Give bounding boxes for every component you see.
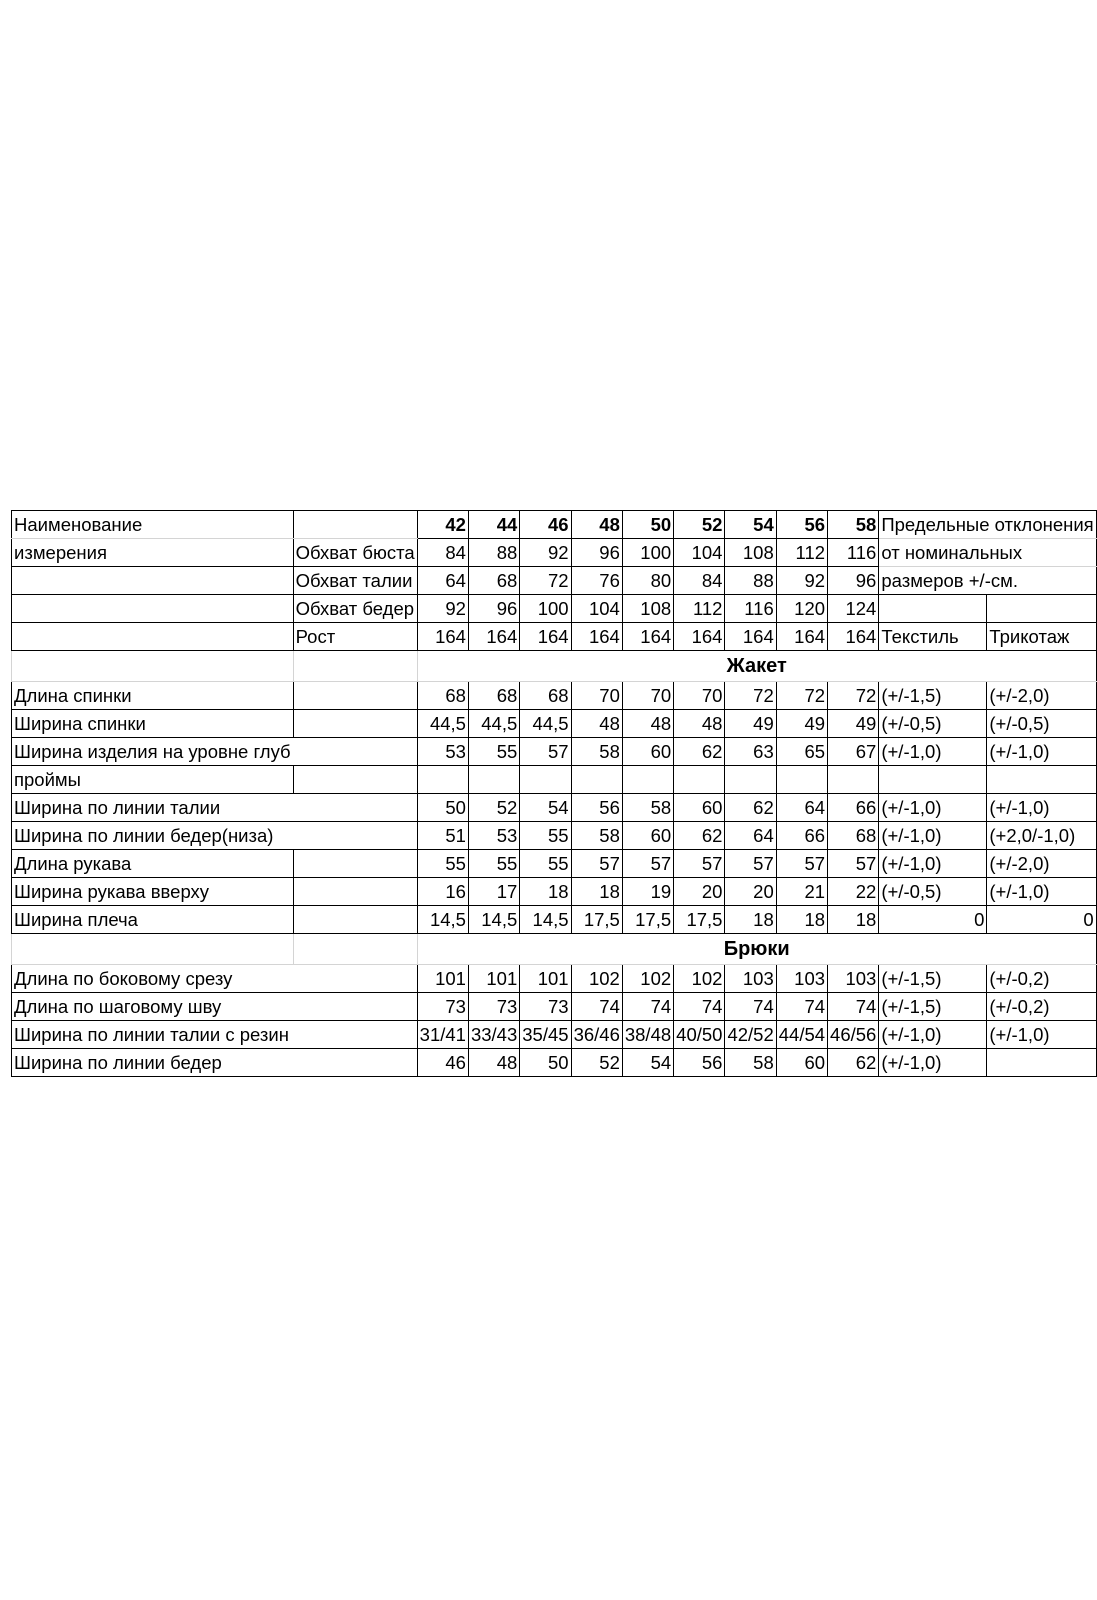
trousers-value: 103 [725,965,776,993]
measurement-label: Обхват талии [293,567,417,595]
trousers-value: 48 [468,1049,519,1077]
measurement-value: 96 [468,595,519,623]
size-header-48: 48 [571,511,622,539]
trousers-row [12,1021,1097,1049]
jacket-value: 21 [776,878,827,906]
trousers-value: 103 [776,965,827,993]
trousers-value: 52 [571,1049,622,1077]
trousers-value: 103 [828,965,879,993]
header-name-label-2: измерения [12,539,294,567]
trousers-value: 73 [520,993,571,1021]
measurement-value: 96 [571,539,622,567]
jacket-value: 70 [622,682,673,710]
jacket-value: 60 [622,738,673,766]
jacket-label: Ширина рукава вверху [12,878,294,906]
measurement-value: 108 [725,539,776,567]
jacket-value: 62 [725,794,776,822]
measurement-value: 104 [571,595,622,623]
measurement-value: 112 [776,539,827,567]
size-chart-table [11,510,1097,1077]
empty-cell [293,965,417,993]
jacket-label: Длина спинки [12,682,294,710]
trousers-row [12,993,1097,1021]
trousers-value: 102 [622,965,673,993]
trousers-label: Длина по боковому срезу [12,965,294,993]
measurement-value: 92 [776,567,827,595]
jacket-textile: (+/-1,0) [879,738,987,766]
trousers-value: 62 [828,1049,879,1077]
jacket-value: 64 [725,822,776,850]
empty-cell [12,567,294,595]
empty-cell [293,878,417,906]
jacket-value: 18 [571,878,622,906]
jacket-value: 67 [828,738,879,766]
jacket-value [725,766,776,794]
jacket-value: 60 [622,822,673,850]
jacket-textile: (+/-1,0) [879,794,987,822]
size-header-52: 52 [674,511,725,539]
measurement-value: 104 [674,539,725,567]
empty-cell [293,710,417,738]
empty-cell [293,794,417,822]
jacket-value: 66 [828,794,879,822]
trousers-value: 101 [468,965,519,993]
jacket-value: 63 [725,738,776,766]
jacket-value: 44,5 [520,710,571,738]
jacket-value: 50 [417,794,468,822]
jacket-value: 62 [674,738,725,766]
jacket-value: 17,5 [571,906,622,934]
empty-cell [293,766,417,794]
jacket-row [12,878,1097,906]
empty-cell [293,934,417,965]
trousers-knit: (+/-1,0) [987,1021,1096,1049]
header-row [12,511,1097,539]
jacket-value: 62 [674,822,725,850]
trousers-value: 74 [725,993,776,1021]
measurement-value: 164 [520,623,571,651]
jacket-value: 58 [622,794,673,822]
empty-cell [987,595,1096,623]
jacket-textile: 0 [879,906,987,934]
jacket-value: 57 [622,850,673,878]
measurement-value: 108 [622,595,673,623]
jacket-value: 68 [828,822,879,850]
size-chart-body [12,511,1097,1077]
measurement-label: Обхват бюста [293,539,417,567]
jacket-value: 18 [725,906,776,934]
jacket-value: 51 [417,822,468,850]
measurement-label: Обхват бедер [293,595,417,623]
trousers-label: Ширина по линии талии с резин [12,1021,294,1049]
jacket-value: 60 [674,794,725,822]
jacket-value: 55 [520,850,571,878]
jacket-value: 20 [725,878,776,906]
jacket-value [468,766,519,794]
empty-cell [293,738,417,766]
trousers-value: 56 [674,1049,725,1077]
jacket-value: 68 [520,682,571,710]
tolerance-textile-header: Текстиль [879,623,987,651]
trousers-value: 74 [776,993,827,1021]
jacket-value: 57 [674,850,725,878]
jacket-label: Ширина спинки [12,710,294,738]
jacket-value: 22 [828,878,879,906]
measurement-value: 120 [776,595,827,623]
jacket-value: 70 [674,682,725,710]
jacket-value: 72 [725,682,776,710]
trousers-knit: (+/-0,2) [987,993,1096,1021]
jacket-value: 64 [776,794,827,822]
trousers-textile: (+/-1,5) [879,965,987,993]
measurement-value: 64 [417,567,468,595]
jacket-label: Ширина по линии талии [12,794,294,822]
jacket-value: 48 [674,710,725,738]
trousers-label: Ширина по линии бедер [12,1049,294,1077]
jacket-value: 72 [828,682,879,710]
jacket-row [12,682,1097,710]
empty-cell [12,623,294,651]
trousers-knit: (+/-0,2) [987,965,1096,993]
jacket-value [571,766,622,794]
jacket-value: 49 [725,710,776,738]
jacket-value: 57 [520,738,571,766]
jacket-value: 68 [468,682,519,710]
measurement-value: 84 [674,567,725,595]
jacket-row [12,766,1097,794]
jacket-row [12,738,1097,766]
jacket-value: 18 [520,878,571,906]
empty-cell [293,1021,417,1049]
measurement-row [12,595,1097,623]
jacket-value: 16 [417,878,468,906]
size-header-46: 46 [520,511,571,539]
jacket-value: 20 [674,878,725,906]
jacket-value: 65 [776,738,827,766]
empty-cell [293,850,417,878]
trousers-section-title: Брюки [417,934,1096,965]
measurement-value: 164 [725,623,776,651]
jacket-textile: (+/-0,5) [879,878,987,906]
jacket-label: Ширина изделия на уровне глуб [12,738,294,766]
header-empty-cell [293,511,417,539]
measurement-value: 116 [828,539,879,567]
measurement-value: 80 [622,567,673,595]
measurement-value: 88 [725,567,776,595]
empty-cell [293,822,417,850]
jacket-value: 58 [571,738,622,766]
jacket-value: 49 [776,710,827,738]
empty-cell [12,595,294,623]
jacket-value: 57 [571,850,622,878]
jacket-textile: (+/-1,5) [879,682,987,710]
jacket-value: 70 [571,682,622,710]
jacket-value: 18 [776,906,827,934]
trousers-value: 33/43 [468,1021,519,1049]
jacket-knit: (+/-1,0) [987,878,1096,906]
jacket-value: 54 [520,794,571,822]
jacket-value: 57 [828,850,879,878]
measurement-row [12,567,1097,595]
jacket-value [828,766,879,794]
measurement-value: 164 [417,623,468,651]
jacket-textile: (+/-1,0) [879,822,987,850]
empty-cell [293,993,417,1021]
jacket-value: 57 [725,850,776,878]
jacket-value: 19 [622,878,673,906]
empty-cell [293,1049,417,1077]
empty-cell [879,595,987,623]
trousers-value: 74 [828,993,879,1021]
trousers-row [12,1049,1097,1077]
trousers-value: 35/45 [520,1021,571,1049]
section-title-row [12,934,1097,965]
measurement-value: 164 [776,623,827,651]
measurement-value: 96 [828,567,879,595]
jacket-value: 56 [571,794,622,822]
jacket-row [12,710,1097,738]
jacket-knit: (+/-1,0) [987,738,1096,766]
size-header-56: 56 [776,511,827,539]
measurement-value: 164 [674,623,725,651]
jacket-value: 55 [417,850,468,878]
jacket-value: 44,5 [417,710,468,738]
measurement-value: 76 [571,567,622,595]
trousers-textile: (+/-1,0) [879,1049,987,1077]
jacket-value: 55 [520,822,571,850]
empty-cell [12,651,294,682]
trousers-textile: (+/-1,0) [879,1021,987,1049]
trousers-label: Длина по шаговому шву [12,993,294,1021]
jacket-value: 66 [776,822,827,850]
jacket-label: Длина рукава [12,850,294,878]
empty-cell [12,934,294,965]
size-header-50: 50 [622,511,673,539]
empty-cell [293,906,417,934]
jacket-value: 17,5 [674,906,725,934]
jacket-value [622,766,673,794]
trousers-value: 54 [622,1049,673,1077]
jacket-value: 53 [468,822,519,850]
jacket-value: 44,5 [468,710,519,738]
tolerance-header-3: размеров +/-см. [879,567,1096,595]
measurement-value: 100 [622,539,673,567]
tolerance-header: Предельные отклонения [879,511,1096,539]
jacket-value [674,766,725,794]
jacket-value [417,766,468,794]
jacket-knit: 0 [987,906,1096,934]
jacket-knit [987,766,1096,794]
trousers-value: 50 [520,1049,571,1077]
jacket-row [12,822,1097,850]
measurement-value: 92 [417,595,468,623]
trousers-value: 74 [571,993,622,1021]
jacket-label: проймы [12,766,294,794]
jacket-value: 48 [622,710,673,738]
jacket-value: 57 [776,850,827,878]
jacket-value: 14,5 [468,906,519,934]
measurement-value: 116 [725,595,776,623]
measurement-value: 164 [828,623,879,651]
jacket-row [12,850,1097,878]
empty-cell [293,651,417,682]
measurement-value: 100 [520,595,571,623]
jacket-value: 18 [828,906,879,934]
jacket-label: Ширина по линии бедер(низа) [12,822,294,850]
jacket-knit: (+/-0,5) [987,710,1096,738]
trousers-value: 60 [776,1049,827,1077]
trousers-value: 38/48 [622,1021,673,1049]
measurement-value: 72 [520,567,571,595]
trousers-value: 102 [674,965,725,993]
trousers-row [12,965,1097,993]
jacket-value: 48 [571,710,622,738]
trousers-value: 42/52 [725,1021,776,1049]
tolerance-header-2: от номинальных [879,539,1096,567]
measurement-label: Рост [293,623,417,651]
jacket-knit: (+/-2,0) [987,850,1096,878]
jacket-value: 68 [417,682,468,710]
header-name-label: Наименование [12,511,294,539]
jacket-value: 55 [468,738,519,766]
jacket-value [520,766,571,794]
measurement-value: 88 [468,539,519,567]
measurement-value: 164 [571,623,622,651]
size-header-44: 44 [468,511,519,539]
empty-cell [293,682,417,710]
trousers-knit [987,1049,1096,1077]
trousers-value: 73 [417,993,468,1021]
jacket-value: 49 [828,710,879,738]
size-header-42: 42 [417,511,468,539]
trousers-value: 74 [674,993,725,1021]
jacket-value: 52 [468,794,519,822]
jacket-value: 58 [571,822,622,850]
trousers-value: 73 [468,993,519,1021]
jacket-section-title: Жакет [417,651,1096,682]
jacket-value: 53 [417,738,468,766]
jacket-textile: (+/-1,0) [879,850,987,878]
jacket-textile [879,766,987,794]
jacket-knit: (+/-1,0) [987,794,1096,822]
jacket-value: 14,5 [417,906,468,934]
section-title-row [12,651,1097,682]
jacket-value: 55 [468,850,519,878]
jacket-textile: (+/-0,5) [879,710,987,738]
trousers-value: 74 [622,993,673,1021]
trousers-value: 46 [417,1049,468,1077]
jacket-knit: (+2,0/-1,0) [987,822,1096,850]
trousers-value: 101 [520,965,571,993]
measurement-value: 164 [468,623,519,651]
trousers-value: 101 [417,965,468,993]
jacket-value: 17,5 [622,906,673,934]
measurement-value: 124 [828,595,879,623]
trousers-value: 40/50 [674,1021,725,1049]
jacket-row [12,794,1097,822]
measurement-value: 92 [520,539,571,567]
measurement-value: 84 [417,539,468,567]
jacket-label: Ширина плеча [12,906,294,934]
trousers-value: 31/41 [417,1021,468,1049]
measurement-row [12,623,1097,651]
jacket-value: 17 [468,878,519,906]
trousers-value: 102 [571,965,622,993]
trousers-value: 58 [725,1049,776,1077]
jacket-value: 14,5 [520,906,571,934]
trousers-textile: (+/-1,5) [879,993,987,1021]
trousers-value: 44/54 [776,1021,827,1049]
jacket-knit: (+/-2,0) [987,682,1096,710]
measurement-value: 164 [622,623,673,651]
jacket-value: 72 [776,682,827,710]
measurement-value: 112 [674,595,725,623]
measurement-row [12,539,1097,567]
trousers-value: 46/56 [828,1021,879,1049]
trousers-value: 36/46 [571,1021,622,1049]
jacket-row [12,906,1097,934]
tolerance-knit-header: Трикотаж [987,623,1096,651]
size-header-54: 54 [725,511,776,539]
size-header-58: 58 [828,511,879,539]
measurement-value: 68 [468,567,519,595]
jacket-value [776,766,827,794]
